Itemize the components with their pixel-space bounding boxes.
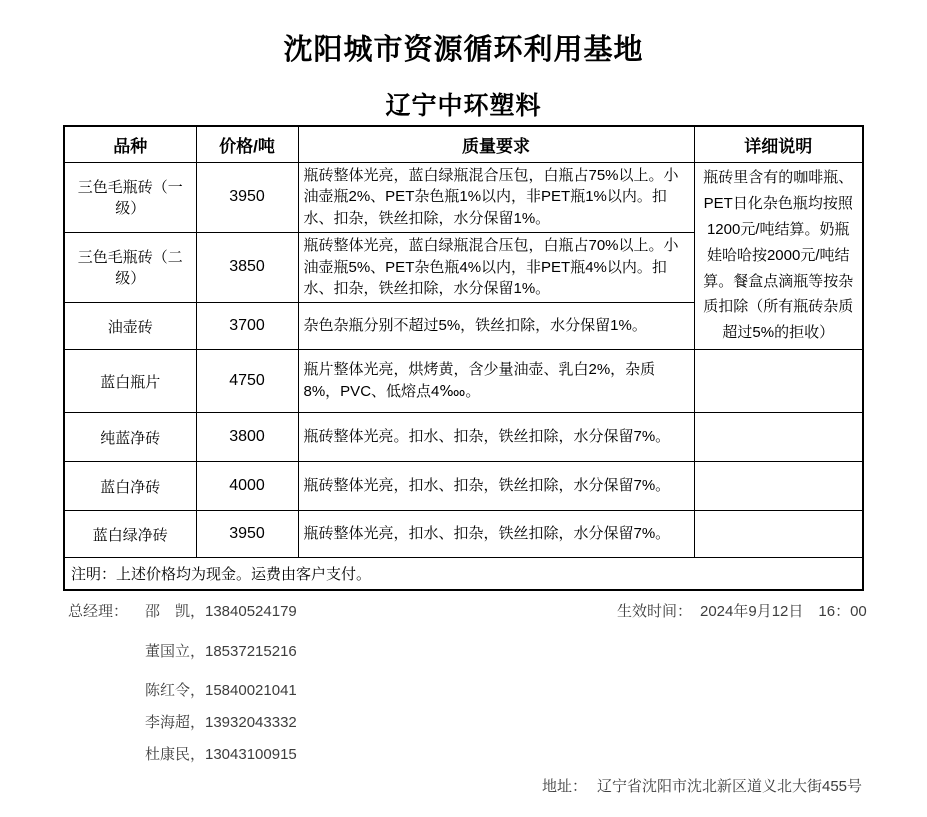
price-cell: 4000 <box>196 462 298 511</box>
detail-empty-cell <box>694 462 863 511</box>
address-line <box>542 775 862 796</box>
table-row <box>64 162 863 232</box>
variety-cell: 蓝白绿净砖 <box>64 511 196 558</box>
col-header-price: 价格/吨 <box>196 126 298 162</box>
detail-empty-cell <box>694 350 863 413</box>
contact-line: 杜康民，13043100915 <box>145 746 297 763</box>
variety-cell: 三色毛瓶砖（二级） <box>64 232 196 302</box>
price-cell: 4750 <box>196 350 298 413</box>
variety-cell: 蓝白瓶片 <box>64 350 196 413</box>
price-cell: 3950 <box>196 511 298 558</box>
contact-line: 董国立，18537215216 <box>145 643 297 660</box>
detail-note-cell: 瓶砖里含有的咖啡瓶、PET日化杂色瓶均按照1200元/吨结算。奶瓶娃哈哈按2000元/吨结算。餐盒点滴瓶等按杂质扣除（所有瓶砖杂质超过5%的拒收） <box>694 162 863 350</box>
variety-cell: 纯蓝净砖 <box>64 413 196 462</box>
manager-label: 总经理： <box>68 603 129 620</box>
variety-cell: 油壶砖 <box>64 303 196 350</box>
quality-cell: 杂色杂瓶分别不超过5%，铁丝扣除，水分保留1%。 <box>298 303 694 350</box>
address-label: 地址： <box>541 778 587 795</box>
quality-cell: 瓶砖整体光亮。扣水、扣杂，铁丝扣除，水分保留7%。 <box>298 413 694 462</box>
contact-line: 邵 凯，13840524179 <box>145 603 297 620</box>
table-row <box>64 462 863 511</box>
table-header-row <box>64 126 863 162</box>
page-subtitle: 辽宁中环塑料 <box>385 92 542 120</box>
col-header-quality: 质量要求 <box>298 126 694 162</box>
address-value: 辽宁省沈阳市沈北新区道义北大街455号 <box>596 778 862 795</box>
effective-time-label: 生效时间： <box>617 603 693 620</box>
quality-cell: 瓶砖整体光亮，扣水、扣杂，铁丝扣除，水分保留7%。 <box>298 511 694 558</box>
table-row <box>64 350 863 413</box>
detail-empty-cell <box>694 511 863 558</box>
effective-time-value: 2024年9月12日 16：00 <box>700 603 867 620</box>
footnote-cell: 注明：上述价格均为现金。运费由客户支付。 <box>64 558 863 590</box>
table-row <box>64 511 863 558</box>
contact-line: 陈红令，15840021041 <box>145 682 297 699</box>
variety-cell: 蓝白净砖 <box>64 462 196 511</box>
price-table <box>63 125 864 591</box>
page-title: 沈阳城市资源循环利用基地 <box>283 34 644 66</box>
col-header-detail: 详细说明 <box>694 126 863 162</box>
price-cell: 3700 <box>196 303 298 350</box>
variety-cell: 三色毛瓶砖（一级） <box>64 162 196 232</box>
table-row <box>64 413 863 462</box>
contact-line: 李海超，13932043332 <box>145 714 297 731</box>
price-cell: 3850 <box>196 232 298 302</box>
quality-cell: 瓶砖整体光亮，蓝白绿瓶混合压包，白瓶占70%以上。小油壶瓶5%、PET杂色瓶4%以内，非PET瓶4%以内。扣水、扣杂，铁丝扣除，水分保留1%。 <box>298 232 694 302</box>
quality-cell: 瓶砖整体光亮，扣水、扣杂，铁丝扣除，水分保留7%。 <box>298 462 694 511</box>
price-cell: 3800 <box>196 413 298 462</box>
quality-cell: 瓶砖整体光亮，蓝白绿瓶混合压包，白瓶占75%以上。小油壶瓶2%、PET杂色瓶1%以内，非PET瓶1%以内。扣水、扣杂，铁丝扣除，水分保留1%。 <box>298 162 694 232</box>
quality-cell: 瓶片整体光亮，烘烤黄，含少量油壶、乳白2%，杂质8%，PVC、低熔点4‱。 <box>298 350 694 413</box>
table-footnote-row <box>64 558 863 590</box>
col-header-variety: 品种 <box>64 126 196 162</box>
detail-empty-cell <box>694 413 863 462</box>
price-cell: 3950 <box>196 162 298 232</box>
